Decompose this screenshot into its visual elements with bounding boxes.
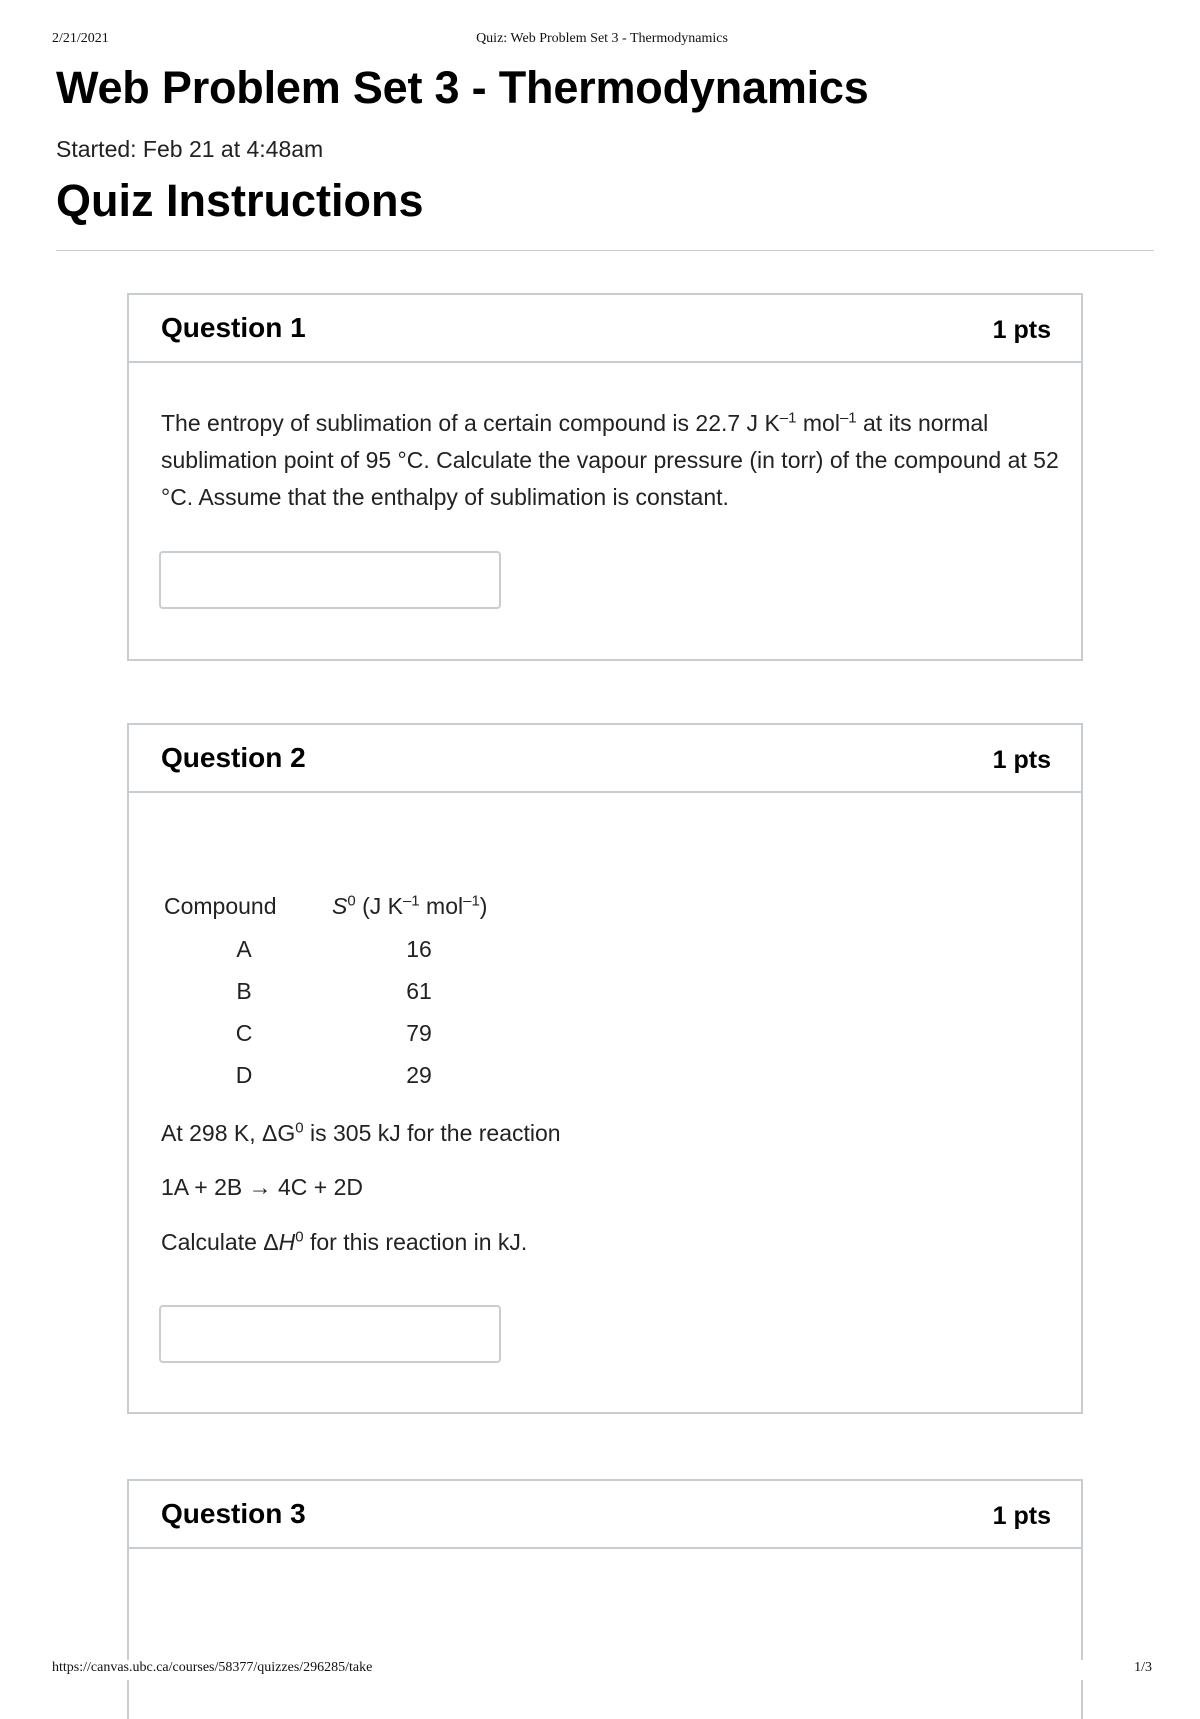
table-cell-entropy: 79 <box>406 1020 432 1046</box>
print-header <box>52 31 1152 51</box>
table-cell-compound: B <box>236 978 252 1004</box>
question-points: 1 pts <box>992 316 1051 344</box>
started-timestamp: Started: Feb 21 at 4:48am <box>56 136 324 162</box>
question-text: The entropy of sublimation of a certain compound is 22.7 J $K^{-1}$ mol$^{-1}$ at its normal sublimation point of 95 °C. Calculate the vapour pressure (in torr) of the compound at 52 °C. Assume that the enthalpy of sublimation is constant. <box>161 409 1059 510</box>
question-title: Question 2 <box>161 742 306 773</box>
table-cell-entropy: 29 <box>406 1062 432 1088</box>
question-points: 1 pts <box>992 1502 1051 1530</box>
page-title: Web Problem Set 3 - Thermodynamics <box>56 62 869 113</box>
print-footer <box>52 1660 1152 1680</box>
answer-input[interactable] <box>159 551 501 609</box>
print-url: https://canvas.ubc.ca/courses/58377/quizzes/296285/take <box>52 1660 373 1675</box>
table-cell-compound: A <box>236 936 252 962</box>
table-cell-entropy: 61 <box>406 978 432 1004</box>
reaction-equation: 1A + 2B → 4C + 2D <box>161 1174 364 1200</box>
table-header-entropy: $S^0$ (J $K^{-1}$ mol$^{-1}$) <box>332 892 488 919</box>
question-header <box>129 725 1081 793</box>
answer-input[interactable] <box>159 1305 501 1363</box>
question-3 <box>127 1479 1083 1719</box>
question-points: 1 pts <box>992 746 1051 774</box>
question-2 <box>127 723 1083 1414</box>
table-header-compound: Compound <box>164 893 277 919</box>
question-1 <box>127 293 1083 661</box>
question-body <box>129 1549 1081 1719</box>
question-body <box>129 793 1081 1410</box>
question-text-prompt: Calculate $\Delta H^0$ for this reaction in kJ. <box>161 1228 528 1255</box>
table-cell-compound: C <box>235 1020 253 1046</box>
question-text-gibbs: At 298 K, $\Delta G^0$ is 305 kJ for the reaction <box>161 1119 561 1146</box>
print-doc-title: Quiz: Web Problem Set 3 - Thermodynamics <box>476 31 728 46</box>
question-title: Question 1 <box>161 312 306 343</box>
page-number: 1/3 <box>1134 1660 1152 1675</box>
question-header <box>129 295 1081 363</box>
question-header <box>129 1481 1081 1549</box>
table-cell-compound: D <box>235 1062 253 1088</box>
table-cell-entropy: 16 <box>406 936 432 962</box>
quiz-instructions-heading: Quiz Instructions <box>56 175 424 226</box>
question-body <box>129 363 1081 657</box>
divider <box>56 250 1154 251</box>
print-date: 2/21/2021 <box>52 31 109 46</box>
question-title: Question 3 <box>161 1498 306 1529</box>
